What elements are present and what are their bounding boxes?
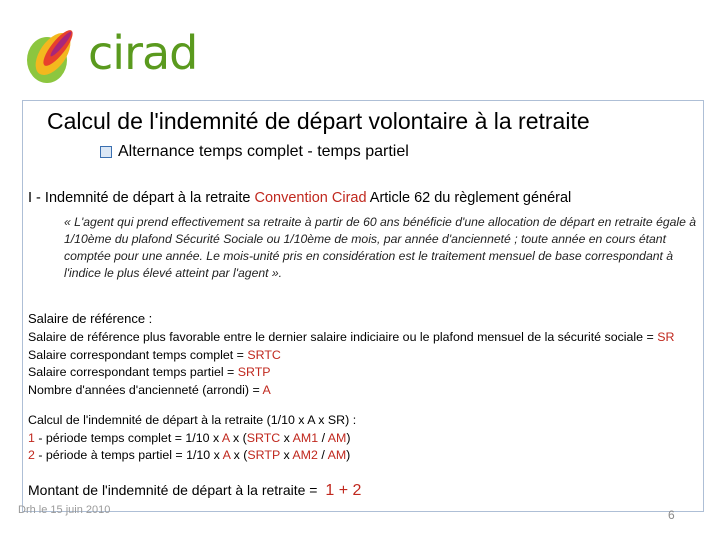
var-am: AM2 bbox=[292, 448, 318, 462]
line-text: ) bbox=[346, 448, 351, 462]
reference-line-code: SR bbox=[657, 330, 675, 344]
section-prefix: I - Indemnité de départ à la retraite bbox=[28, 190, 255, 206]
line-text: / bbox=[317, 448, 328, 462]
reference-line-text: Nombre d'années d'ancienneté (arrondi) = bbox=[28, 382, 263, 397]
line-text: - période à temps partiel = 1/10 x bbox=[34, 448, 223, 462]
cirad-logo bbox=[20, 22, 200, 86]
reference-line-code: A bbox=[262, 382, 271, 397]
reference-line-code: SRTP bbox=[237, 365, 271, 379]
var-salary: SRTC bbox=[246, 430, 281, 445]
var-am-total: AM bbox=[327, 430, 347, 445]
page-title: Calcul de l'indemnité de départ volontaire à la retraite bbox=[47, 108, 590, 134]
calculation-block bbox=[28, 412, 356, 465]
var-a: A bbox=[222, 448, 231, 462]
line-text: x bbox=[280, 430, 293, 445]
line-text: / bbox=[318, 430, 328, 445]
reference-line-code: SRTC bbox=[247, 347, 281, 362]
total-label: Montant de l'indemnité de départ à la retraite = bbox=[28, 482, 322, 498]
reference-line bbox=[28, 364, 674, 382]
reference-line bbox=[28, 329, 674, 347]
line-text: x ( bbox=[230, 448, 248, 462]
subtitle-text: Alternance temps complet - temps partiel bbox=[118, 143, 409, 160]
line-text: - période temps complet = 1/10 x bbox=[34, 430, 222, 445]
reference-line-text: Salaire correspondant temps complet = bbox=[28, 347, 248, 362]
cirad-leaf-icon bbox=[20, 22, 86, 86]
reference-definitions bbox=[28, 329, 674, 399]
subtitle bbox=[100, 143, 409, 161]
section-heading bbox=[28, 190, 571, 206]
footer-date: Drh le 15 juin 2010 bbox=[18, 504, 111, 516]
reference-line bbox=[28, 347, 674, 365]
line-text: ) bbox=[346, 430, 351, 445]
line-number: 1 bbox=[28, 430, 35, 445]
line-text: x bbox=[280, 448, 293, 462]
reference-line-text: Salaire de référence plus favorable entre le dernier salaire indiciaire ou le plafond mensuel de la sécurité sociale = bbox=[28, 330, 658, 344]
logo-wordmark: cirad bbox=[88, 26, 198, 80]
total-formula: 1 + 2 bbox=[325, 482, 362, 499]
regulation-quote: « L'agent qui prend effectivement sa retraite à partir de 60 ans bénéficie d'une allocation de départ en retraite égale à 1/10ème du plafond Sécurité Sociale ou 1/10ème de mois, par année d'ancienneté ; toute année en cours étant comptée pour une année. Le mois-unité pris en considération est le traitement mensuel de base correspondant à l'indice le plus élevé atteint par l'agent ». bbox=[64, 215, 697, 280]
calculation-line-1 bbox=[28, 430, 356, 448]
var-salary: SRTP bbox=[247, 448, 281, 462]
reference-line bbox=[28, 382, 674, 400]
total-amount bbox=[28, 482, 361, 500]
calculation-heading: Calcul de l'indemnité de départ à la retraite (1/10 x A x SR) : bbox=[28, 413, 357, 427]
var-am: AM1 bbox=[292, 430, 319, 445]
var-a: A bbox=[221, 430, 230, 445]
page-number: 6 bbox=[668, 508, 675, 522]
reference-heading: Salaire de référence : bbox=[28, 311, 153, 326]
section-suffix: Article 62 du règlement général bbox=[366, 190, 572, 206]
line-number: 2 bbox=[28, 448, 35, 462]
checkbox-bullet-icon bbox=[100, 146, 112, 158]
var-am-total: AM bbox=[327, 448, 347, 462]
reference-line-text: Salaire correspondant temps partiel = bbox=[28, 365, 238, 379]
section-highlight: Convention Cirad bbox=[254, 190, 367, 206]
calculation-line-2 bbox=[28, 447, 356, 465]
line-text: x ( bbox=[229, 430, 247, 445]
